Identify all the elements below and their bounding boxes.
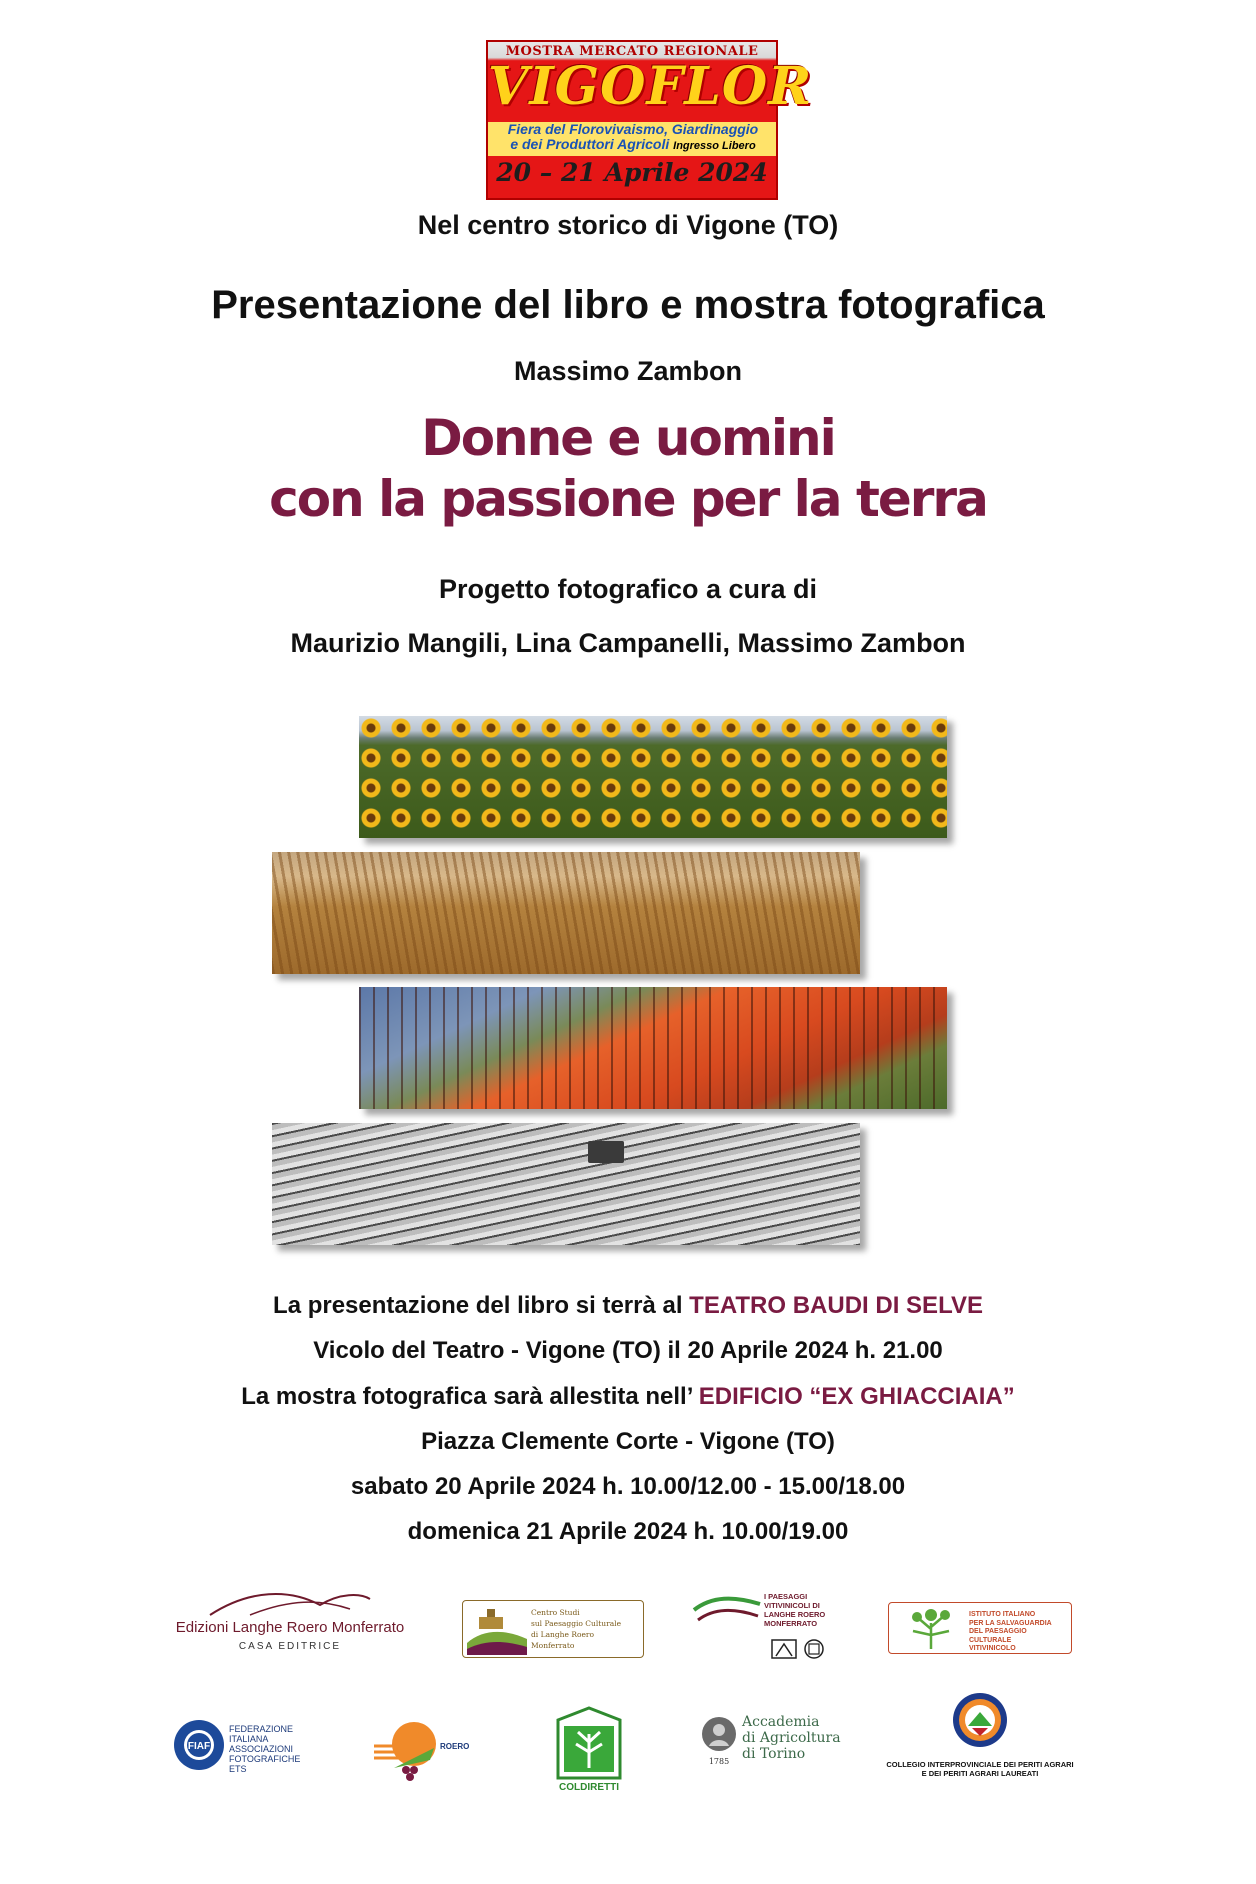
logo-accad-text: [742, 1714, 841, 1762]
badge-subtitle-1: Fiera del Florovivaismo, Giardinaggio: [507, 121, 759, 137]
logo-coldiretti: [554, 1706, 624, 1794]
logo-csp-text: [531, 1607, 641, 1651]
logo-collegio-periti: [880, 1690, 1080, 1786]
vine-tree-icon: [895, 1605, 965, 1651]
logo-unesco-text: [764, 1592, 844, 1628]
badge-dates: 20 – 21 Aprile 2024: [496, 158, 768, 187]
medal-portrait-icon: [700, 1712, 738, 1768]
logo-iisp-line-1: ISTITUTO ITALIANO: [969, 1611, 1036, 1618]
logo-collegio-line-1: COLLEGIO INTERPROVINCIALE DEI PERITI AGRARI: [886, 1760, 1074, 1769]
location-text: Nel centro storico di Vigone (TO): [417, 210, 839, 240]
fiaf-mark-text: FIAF: [187, 1741, 211, 1752]
vineyard-waves-icon: [692, 1594, 762, 1634]
info-line-2: Vicolo del Teatro - Vigone (TO) il 20 Aprile 2024 h. 21.00: [313, 1337, 943, 1364]
logo-elrm-casa: CASA EDITRICE: [238, 1641, 342, 1652]
info-line-4: Piazza Clemente Corte - Vigone (TO): [421, 1428, 835, 1455]
project-label: Progetto fotografico a cura di: [438, 574, 818, 604]
author-name: Massimo Zambon: [513, 356, 743, 386]
logo-csp-line-1: Centro Studi: [531, 1608, 580, 1617]
badge-subtitle-2: e dei Produttori Agricoli: [510, 136, 670, 152]
info-venue-theatre: TEATRO BAUDI DI SELVE: [689, 1292, 983, 1319]
logo-iisp-line-3: DEL PAESAGGIO CULTURALE: [969, 1628, 1027, 1644]
photo-sunflowers: [359, 716, 947, 838]
info-line-5: sabato 20 Aprile 2024 h. 10.00/12.00 - 15.00/18.00: [350, 1473, 906, 1500]
logo-coldiretti-text: COLDIRETTI: [559, 1782, 619, 1793]
logo-collegio-text: [880, 1760, 1080, 1778]
logo-accademia-agricoltura: [700, 1712, 850, 1776]
logo-roero: [374, 1718, 484, 1784]
badge-subtitle-row: [496, 137, 770, 154]
logo-accad-line-2: di Agricoltura: [742, 1730, 841, 1746]
hills-icon: [170, 1585, 410, 1619]
unesco-emblem-icon: [770, 1638, 830, 1660]
logo-fiaf-line-1: FEDERAZIONE: [229, 1724, 294, 1734]
logo-unesco-line-4: MONFERRATO: [764, 1619, 818, 1628]
book-title-line-2: con la passione per la terra: [269, 470, 987, 528]
logo-fiaf: [172, 1718, 322, 1772]
coldiretti-emblem-icon: [554, 1706, 624, 1780]
logo-accad-line-1: Accademia: [742, 1714, 820, 1730]
info-line-3-prefix: La mostra fotografica sarà allestita nell’: [241, 1383, 699, 1410]
logo-centro-studi: [462, 1600, 644, 1658]
logo-roero-text: ROERO: [440, 1742, 470, 1751]
page-title: Presentazione del libro e mostra fotografica: [211, 283, 1045, 327]
book-title-line-1: Donne e uomini: [421, 409, 835, 467]
logo-unesco-line-3: LANGHE ROERO: [764, 1610, 826, 1619]
photo-wheat: [272, 852, 860, 974]
logo-edizioni-langhe: [170, 1585, 410, 1655]
logo-csp-line-4: Monferrato: [531, 1641, 575, 1650]
logo-elrm-name: Edizioni Langhe Roero Monferrato: [175, 1619, 405, 1636]
logo-iisp-text: [969, 1611, 1069, 1654]
logo-paesaggi-vitivinicoli: [692, 1590, 842, 1662]
info-line-3: [0, 1383, 1256, 1411]
logo-fiaf-line-4: FOTOGRAFICHE: [229, 1754, 301, 1764]
logo-fiaf-line-3: ASSOCIAZIONI: [229, 1744, 294, 1754]
logo-iisp-line-4: VITIVINICOLO: [969, 1645, 1016, 1652]
accad-year-text: 1785: [708, 1757, 730, 1766]
logo-fiaf-line-2: ITALIANA: [229, 1734, 269, 1744]
vigoflor-badge: [486, 40, 813, 200]
info-venue-exhibition: EDIFICIO “EX GHIACCIAIA”: [698, 1383, 1015, 1410]
collegio-emblem-icon: [950, 1690, 1010, 1750]
badge-free-entry: Ingresso Libero: [673, 140, 756, 152]
project-names: Maurizio Mangili, Lina Campanelli, Massimo Zambon: [290, 628, 966, 658]
castle-hills-icon: [465, 1603, 529, 1655]
logo-csp-line-3: di Langhe Roero: [531, 1630, 595, 1639]
logo-unesco-line-1: I PAESAGGI: [764, 1592, 808, 1601]
badge-subtitle: [496, 122, 770, 154]
logo-fiaf-line-5: ETS: [229, 1764, 247, 1774]
logo-fiaf-text: [229, 1724, 324, 1774]
logo-istituto-italiano: [888, 1602, 1072, 1654]
photo-bw-vineyard: [272, 1123, 860, 1245]
badge-top-label: MOSTRA MERCATO REGIONALE: [505, 44, 759, 59]
camera-aperture-icon: [172, 1718, 226, 1772]
info-line-6: domenica 21 Aprile 2024 h. 10.00/19.00: [407, 1518, 849, 1545]
grape-sun-icon: [374, 1718, 440, 1784]
logo-unesco-line-2: VITIVINICOLI DI: [764, 1601, 820, 1610]
logo-csp-line-2: sul Paesaggio Culturale: [531, 1619, 622, 1628]
info-line-1-prefix: La presentazione del libro si terrà al: [273, 1292, 690, 1319]
logo-collegio-line-2: E DEI PERITI AGRARI LAUREATI: [921, 1769, 1039, 1778]
info-line-1: [0, 1292, 1256, 1320]
badge-brand: VIGOFLOR: [488, 56, 813, 117]
photo-vineyard: [359, 987, 947, 1109]
logo-iisp-line-2: PER LA SALVAGUARDIA: [969, 1619, 1052, 1627]
logo-accad-line-3: di Torino: [742, 1746, 806, 1762]
photo-bw-house: [588, 1141, 624, 1163]
